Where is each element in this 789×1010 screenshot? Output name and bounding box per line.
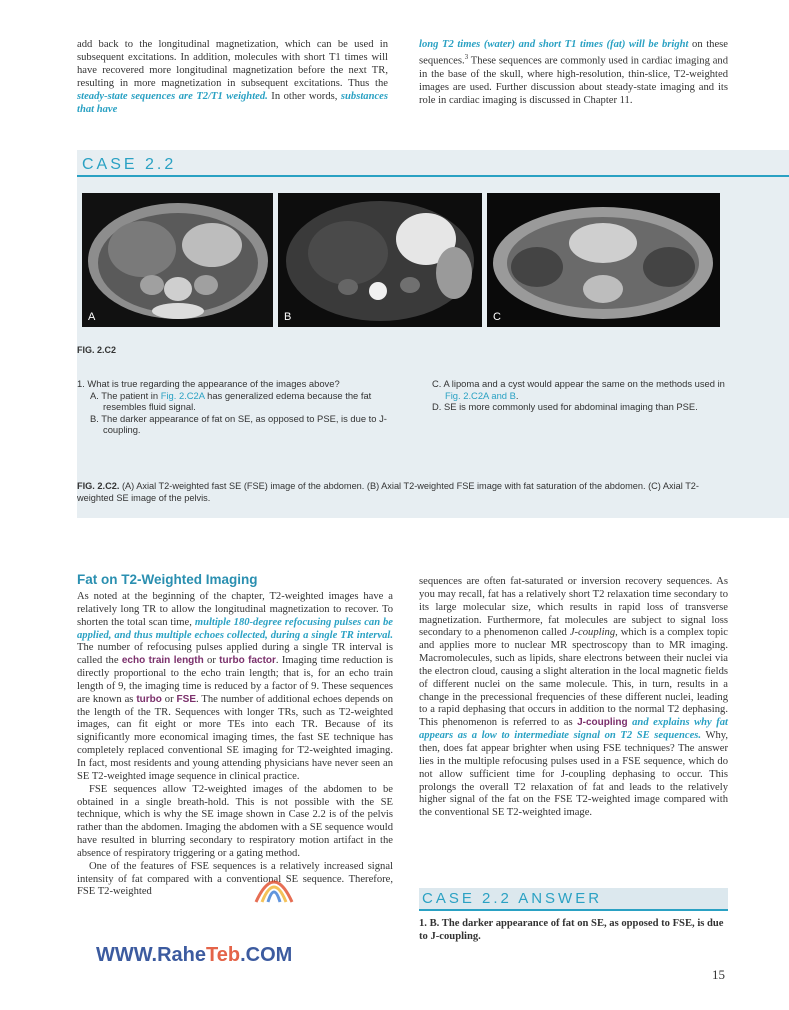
body-right-column: sequences are often fat-saturated or inversion recovery sequences. As you may recall, fat has a relatively short T2 relaxation time secondary to its large molecular size, which results in rapid loss of transverse magnetization. Furthermore, fat molecules are subject to signal loss secondary to a phenomenon called J-coupling, which is a complex topic and applies more to nuclear MR spectroscopy than to MR imaging. Macromolecules, such as lipids, share electrons between their nuclei via the electron cloud, causing a slight alteration in the local magnetic fields of different nuclei on the same molecule. This, in turn, results in a change in the precessional frequencies of these different nuclei, leading to a rapid dephasing that occurs in addition to the normal T2 dephasing. This phenomenon is referred to as J-coupling and explains why fat appears as a low to intermediate signal on T2 SE sequences. Why, then, does fat appear brighter when using FSE techniques? The answer lies in the multiple refocusing pulses used in a FSE sequence, which do not allow sufficient time for J-coupling dephasing to occur. This prolongs the overall T2 relaxation of fat and leads to the relatively higher signal of the fat on the FSE T2-weighted image compared with the conventional SE T2-weighted image. [419,576,728,819]
top-left-column: add back to the longitudinal magnetization, which can be used in subsequent excitations. In addition, molecules with short T1 times will have recovered more longitudinal magnetization before the next TR, resulting in more magnetization in subsequent excitations. Thus the steady-state sequences are T2/T1 weighted. In other words, substances that have [77,39,388,116]
watermark-logo-icon [252,866,296,906]
option-a: A. The patient in Fig. 2.C2A has generalized edema because the fat resembles fluid signal. [90,389,372,413]
mri-image-b [278,193,482,327]
case-divider [77,175,789,177]
abdomen-fse-image [82,193,273,327]
pelvis-se-image [487,193,720,327]
answer-divider [419,909,728,911]
answer-text: 1. B. The darker appearance of fat on SE, as opposed to FSE, is due to J-coupling. [419,918,724,942]
option-c: C. A lipoma and a cyst would appear the same on the methods used in Fig. 2.C2A and B. [432,378,725,401]
abdomen-fse-fatsat-image [278,193,482,327]
emphasis-text: steady-state sequences are T2/T1 weighted. [77,91,268,103]
mri-image-a [82,193,273,327]
paragraph: FSE sequences allow T2-weighted images of the abdomen to be obtained in a single breath-hold. This is not possible with the SE technique, which is why the SE image shown in Case 2.2 is of the pelvis rather than the abdomen. Imaging the abdomen with a SE sequence would have resulted in blurring secondary to respiratory motion artifact in the absence of respiratory triggering or a gating method. [77,783,393,859]
key-term: J-coupling [577,717,628,729]
figure-link[interactable]: Fig. 2.C2A and B [445,389,516,401]
option-b: B. The darker appearance of fat on SE, as opposed to PSE, is due to J-coupling. [90,412,387,436]
question-stem: 1. What is true regarding the appearance of the images above? [77,378,340,389]
key-term: echo train length [121,655,204,667]
image-label-c: C [493,311,501,323]
option-d: D. SE is more commonly used for abdominal imaging than PSE. [432,401,698,413]
page-number: 15 [712,967,725,982]
figure-link[interactable]: Fig. 2.C2A [160,389,205,401]
emphasis-text: and explains why fat appears as a low to intermediate signal on T2 SE sequences. [419,717,728,742]
case-title: CASE 2.2 [82,156,177,173]
key-term: FSE [176,693,196,705]
emphasis-text: multiple 180-degree refocusing pulses can be applied, and thus multiple echoes collected, during a single TR interval. [77,616,393,641]
image-label-b: B [284,311,292,323]
watermark-text: WWW.RaheTeb.COM [96,944,293,966]
top-right-column: long T2 times (water) and short T1 times (fat) will be bright on these sequences.$^3$ These sequences are commonly used in cardiac imaging and in the base of the skull, where high-resolution, thin-slice, T2-weighted images are used. Further discussion about steady-state imaging and its role in cardiac imaging is discussed in Chapter 11. [419,39,728,106]
caption-label: FIG. 2.C2. [77,481,120,491]
emphasis-text: substances that have [77,91,388,116]
key-term: turbo factor [219,655,276,667]
answer-title: CASE 2.2 ANSWER [422,890,603,907]
emphasis-text: long T2 times (water) and short T1 times (fat) will be bright [419,39,689,50]
mri-image-c [487,193,720,327]
body-left-column: As noted at the beginning of the chapter, T2-weighted images have a relatively long TR to allow the longitudinal magnetization to recover. To shorten the total scan time, multiple 180-degree refocusing pulses can be applied, and thus multiple echoes collected, during a single TR interval. The number of refocusing pulses applied during a single TR interval is called the echo train length or turbo factor. Imaging time reduction is directly proportional to the echo train length; that is, for an echo train length of 9, the imaging time is reduced by a factor of 9. These sequences are known as turbo or FSE. The number of additional echoes depends on the length of the TR. Sequences with longer TRs, such as T2-weighted images, can fit eight or more TEs into each TR. Because of its significantly more economical imaging times, the fast SE technique has completely replaced conventional SE imaging for T2-weighted imaging. In fact, most residents and young attending physicians have never seen an SE T2-weighted image sequence in clinical practice. FSE sequences allow T2-weighted images of the abdomen to be obtained in a single breath-hold. This is not possible with the SE technique, which is why the SE image shown in Case 2.2 is of the pelvis rather than the abdomen. Imaging the abdomen with a SE sequence would have resulted in blurring secondary to respiratory motion artifact in the absence of respiratory triggering or a gating method. One of the features of FSE sequences is a relatively increased signal intensity of fat compared with a conventional SE sequence. Therefore, FSE T2-weighted [77,591,393,898]
question-left [77,378,393,436]
italic-term: J-coupling [569,627,616,639]
key-term: turbo [136,693,162,705]
image-label-a: A [88,311,96,323]
figure-label: FIG. 2.C2 [77,345,117,355]
figure-caption: FIG. 2.C2. (A) Axial T2-weighted fast SE (FSE) image of the abdomen. (B) Axial T2-weighted FSE image with fat saturation of the abdomen. (C) Axial T2-weighted SE image of the pelvis. [77,481,699,503]
question-right [432,378,728,413]
section-heading: Fat on T2-Weighted Imaging [77,572,258,587]
paragraph: One of the features of FSE sequences is a relatively increased signal intensity of fat compared with a conventional SE sequence. Therefore, FSE T2-weighted [77,860,393,898]
